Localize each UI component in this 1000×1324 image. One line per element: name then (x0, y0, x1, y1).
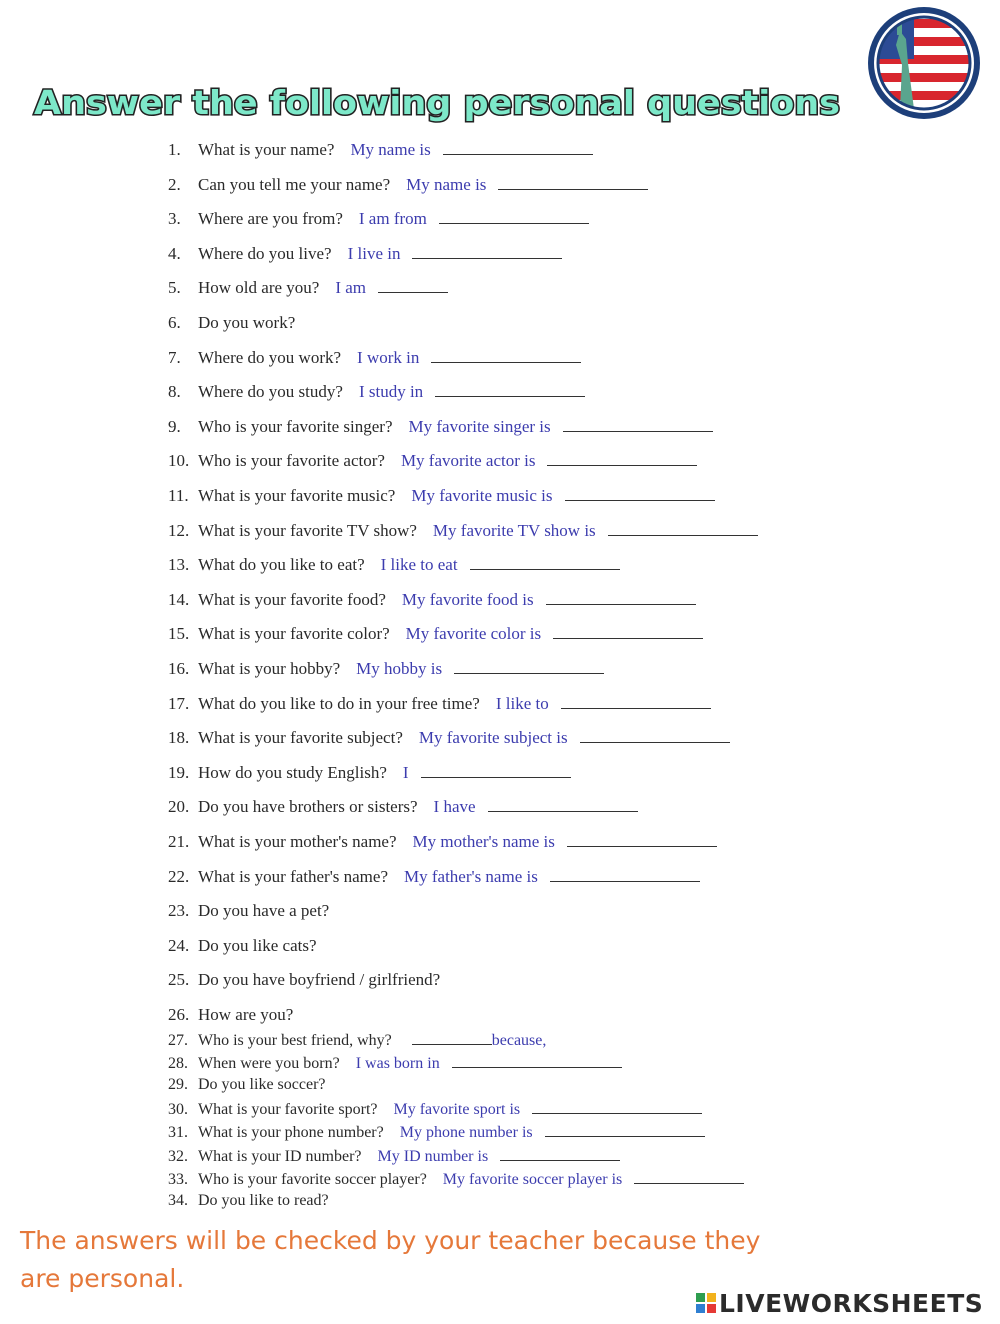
question-item (168, 624, 703, 650)
answer-blank[interactable] (488, 797, 638, 812)
question-text: What do you like to eat? (198, 555, 365, 575)
question-item (168, 451, 697, 477)
brand-name: LIVEWORKSHEETS (719, 1288, 984, 1318)
question-item (168, 590, 696, 616)
question-number: 4. (168, 243, 181, 263)
question-text: Where do you work? (198, 347, 342, 367)
question-text: Can you tell me your name? (198, 174, 391, 194)
answer-prompt: My favorite actor is (400, 451, 536, 471)
question-text: What is your father's name? (198, 866, 388, 886)
answer-blank[interactable] (452, 1053, 622, 1068)
footer-line-1: The answers will be checked by your teacher because they (20, 1226, 761, 1255)
footer-line-2: are personal. (20, 1264, 185, 1293)
question-text: What is your favorite food? (198, 589, 386, 609)
answer-prompt: I (402, 762, 409, 782)
question-text: Where do you study? (198, 382, 343, 402)
question-number: 7. (168, 347, 181, 367)
question-number: 12. (168, 520, 190, 540)
answer-prompt: My phone number is (399, 1124, 533, 1142)
answer-blank[interactable] (547, 451, 697, 466)
answer-prompt: I like to (495, 693, 549, 713)
question-item (168, 1146, 620, 1168)
answer-prompt: My name is (406, 174, 487, 194)
question-text: Do you have brothers or sisters? (198, 797, 418, 817)
question-number: 8. (168, 382, 181, 402)
answer-prompt: My favorite subject is (418, 728, 568, 748)
answer-blank[interactable] (470, 555, 620, 570)
answer-prompt: My hobby is (356, 659, 443, 678)
question-item (168, 348, 581, 374)
question-number: 17. (168, 693, 190, 713)
answer-blank[interactable] (412, 244, 562, 259)
question-number: 6. (168, 313, 181, 332)
question-number: 24. (168, 935, 190, 955)
question-item (168, 1076, 342, 1098)
question-item (168, 486, 715, 512)
question-number: 15. (168, 624, 190, 644)
question-text: What do you like to do in your free time? (198, 693, 480, 713)
question-number: 10. (168, 451, 190, 471)
question-item (168, 901, 345, 927)
question-item (168, 1005, 309, 1031)
question-item (168, 936, 333, 962)
question-item (168, 797, 638, 823)
answer-blank[interactable] (545, 1122, 705, 1137)
question-item (168, 140, 593, 166)
answer-blank[interactable] (443, 140, 593, 155)
answer-blank[interactable] (567, 832, 717, 847)
question-number: 25. (168, 970, 190, 990)
answer-blank[interactable] (412, 1030, 492, 1045)
answer-blank[interactable] (563, 417, 713, 432)
question-text: Who is your favorite soccer player? (198, 1170, 427, 1188)
question-number: 19. (168, 762, 190, 782)
question-number: 32. (168, 1147, 188, 1165)
question-text: Do you like cats? (198, 935, 317, 955)
liveworksheets-brand (696, 1288, 983, 1318)
answer-blank[interactable] (378, 278, 448, 293)
question-text: Where do you live? (198, 243, 332, 263)
answer-blank[interactable] (565, 486, 715, 501)
answer-prompt: My favorite color is (405, 624, 542, 644)
question-text: Do you have a pet? (198, 901, 330, 921)
question-number: 5. (168, 278, 181, 298)
question-number: 28. (168, 1055, 188, 1073)
answer-blank[interactable] (553, 624, 703, 639)
answer-blank[interactable] (580, 728, 730, 743)
answer-prompt: My ID number is (377, 1147, 489, 1165)
answer-prompt: My favorite TV show is (432, 520, 596, 540)
answer-prompt: My favorite soccer player is (442, 1170, 623, 1188)
answer-prompt: My favorite music is (411, 486, 553, 505)
question-item (168, 694, 711, 720)
question-number: 14. (168, 589, 190, 609)
question-item (168, 1192, 345, 1214)
question-number: 3. (168, 209, 181, 229)
question-number: 9. (168, 416, 181, 436)
answer-prompt: My favorite sport is (393, 1101, 521, 1119)
question-number: 2. (168, 174, 181, 194)
question-text: What is your phone number? (198, 1124, 384, 1142)
answer-prompt: I was born in (355, 1055, 440, 1073)
liveworksheets-logo-icon (696, 1293, 716, 1313)
question-number: 34. (168, 1191, 188, 1209)
question-number: 21. (168, 832, 190, 851)
answer-prompt: I like to eat (380, 555, 458, 575)
question-text: Do you like to read? (198, 1191, 329, 1209)
question-number: 33. (168, 1170, 188, 1188)
question-text: How do you study English? (198, 762, 387, 782)
question-text: What is your favorite subject? (198, 728, 403, 748)
answer-prompt: I live in (347, 243, 401, 263)
answer-blank[interactable] (634, 1169, 744, 1184)
answer-blank[interactable] (500, 1146, 620, 1161)
answer-prompt: I work in (357, 347, 420, 367)
answer-blank[interactable] (431, 348, 581, 363)
question-number: 30. (168, 1101, 188, 1119)
question-number: 31. (168, 1124, 188, 1142)
question-text: What is your ID number? (198, 1147, 362, 1165)
question-text: What is your favorite sport? (198, 1101, 378, 1119)
answer-blank[interactable] (550, 867, 700, 882)
question-item (168, 521, 758, 547)
question-item (168, 659, 604, 685)
question-text: What is your name? (198, 140, 335, 159)
answer-blank[interactable] (532, 1099, 702, 1114)
question-text: Do you like soccer? (198, 1076, 326, 1094)
question-item (168, 1099, 702, 1121)
question-item (168, 278, 448, 304)
question-text: How old are you? (198, 278, 320, 298)
question-item (168, 970, 456, 996)
answer-blank[interactable] (421, 763, 571, 778)
question-item (168, 417, 713, 443)
question-item (168, 313, 311, 339)
question-number: 27. (168, 1032, 188, 1049)
question-item (168, 1030, 554, 1052)
question-number: 11. (168, 486, 189, 505)
answer-blank[interactable] (561, 694, 711, 709)
footer-note (20, 1222, 780, 1298)
answer-prompt: My name is (350, 140, 431, 159)
answer-prompt: My favorite singer is (408, 416, 551, 436)
question-text: Who is your best friend, why? (198, 1032, 392, 1049)
question-number: 22. (168, 866, 190, 886)
answer-blank[interactable] (546, 590, 696, 605)
question-number: 23. (168, 901, 190, 921)
question-item (168, 1122, 705, 1144)
question-item (168, 867, 700, 893)
answer-prompt: My father's name is (404, 866, 538, 886)
answer-blank[interactable] (498, 175, 648, 190)
answer-blank[interactable] (608, 521, 758, 536)
question-text: Do you work? (198, 313, 296, 332)
question-item (168, 244, 562, 270)
answer-prompt: I study in (358, 382, 424, 402)
question-number: 26. (168, 1005, 190, 1024)
question-text: What is your favorite music? (198, 486, 396, 505)
question-text: What is your favorite color? (198, 624, 390, 644)
question-item (168, 382, 585, 408)
question-item (168, 555, 620, 581)
question-number: 20. (168, 797, 190, 817)
question-item (168, 728, 730, 754)
question-item (168, 175, 648, 201)
answer-prompt: I have (433, 797, 476, 817)
question-number: 1. (168, 140, 181, 159)
answer-blank[interactable] (435, 382, 585, 397)
question-text: Do you have boyfriend / girlfriend? (198, 970, 441, 990)
question-number: 29. (168, 1076, 188, 1094)
question-item (168, 1169, 744, 1191)
question-item (168, 763, 571, 789)
answer-prompt: I am from (358, 209, 427, 229)
question-number: 16. (168, 659, 190, 678)
question-text: Where are you from? (198, 209, 343, 229)
question-text: Who is your favorite actor? (198, 451, 385, 471)
answer-prompt: My favorite food is (401, 589, 534, 609)
answer-blank[interactable] (439, 209, 589, 224)
worksheet-title-text: Answer the following personal questions (34, 83, 840, 122)
question-text: Who is your favorite singer? (198, 416, 393, 436)
answer-prompt: because, (491, 1032, 547, 1049)
question-text: What is your mother's name? (198, 832, 397, 851)
answer-prompt: My mother's name is (412, 832, 555, 851)
question-number: 18. (168, 728, 190, 748)
question-item (168, 832, 717, 858)
answer-prompt: I am (335, 278, 367, 298)
question-number: 13. (168, 555, 190, 575)
question-text: What is your hobby? (198, 659, 341, 678)
answer-blank[interactable] (454, 659, 604, 674)
question-text: What is your favorite TV show? (198, 520, 417, 540)
question-item (168, 209, 589, 235)
question-item (168, 1053, 622, 1075)
question-text: When were you born? (198, 1055, 340, 1073)
question-text: How are you? (198, 1005, 294, 1024)
